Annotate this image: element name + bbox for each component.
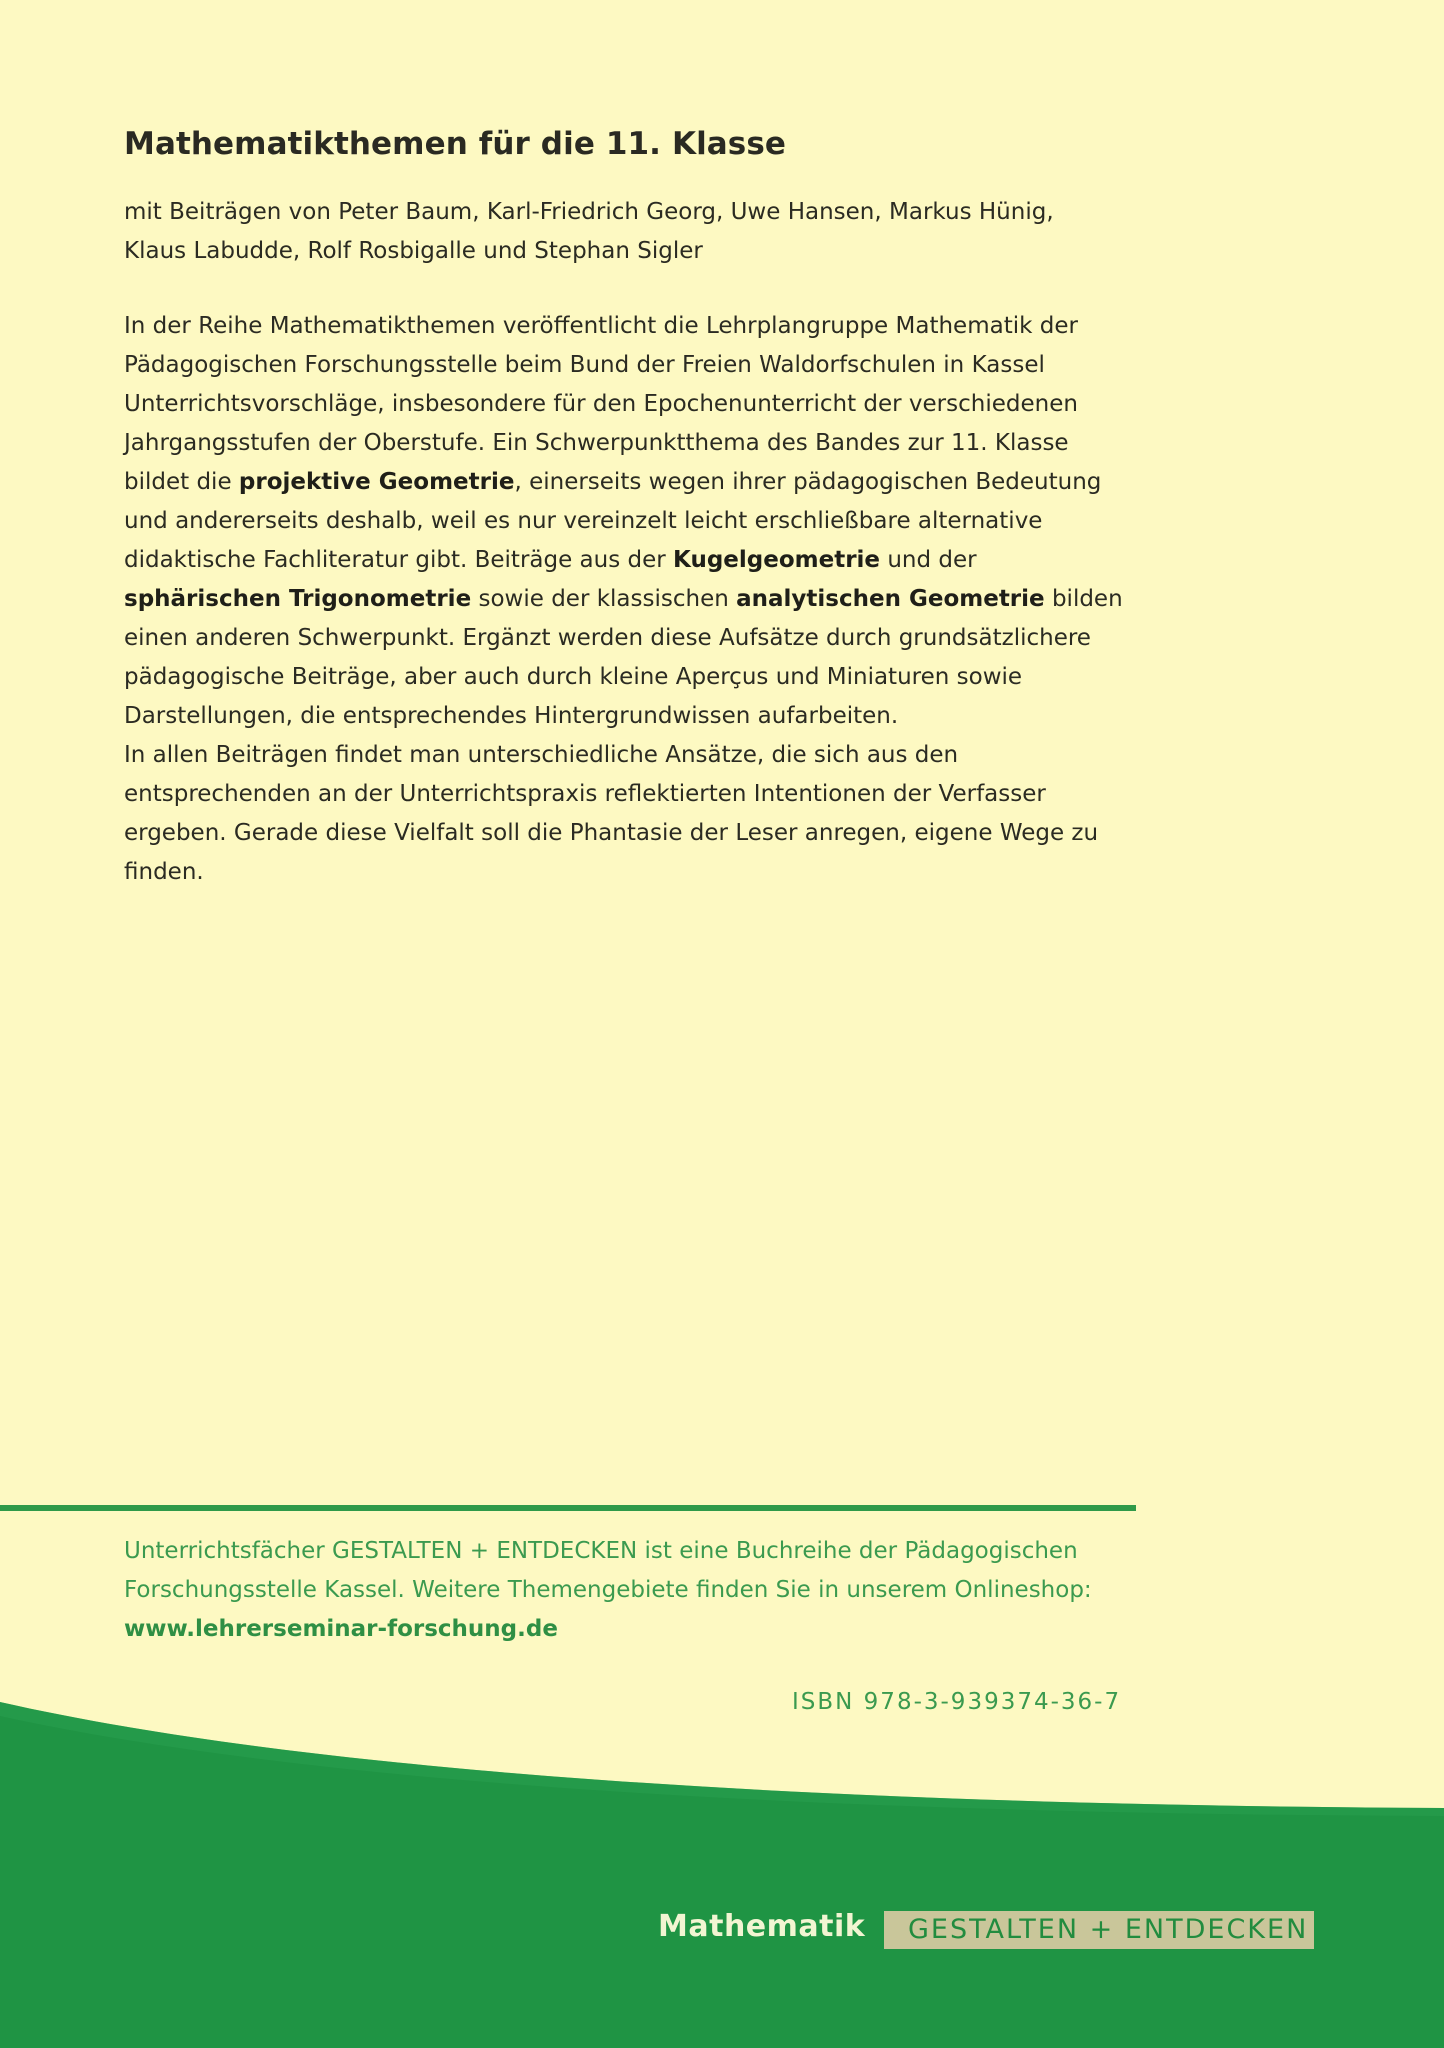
- series-info: [124, 1532, 1124, 1649]
- page-title: Mathematikthemen für die 11. Klasse: [124, 126, 787, 162]
- text-segment: sowie der klassischen: [478, 586, 729, 612]
- highlight-analytic-geometry: analytischen Geometrie: [736, 586, 1045, 612]
- text-segment: , einerseits wegen ihrer pädagogischen Bedeutung und andererseits deshalb, weil es nur vereinzelt leicht erschließbare alternative didaktische Fachliteratur gibt. Beiträge aus der: [124, 469, 1102, 573]
- wave-shape: [0, 1702, 1444, 2048]
- divider-rule: [0, 1505, 1136, 1511]
- series-info-line-1: Unterrichtsfächer GESTALTEN + ENTDECKEN ist eine Buchreihe der Pädagogischen: [124, 1538, 1078, 1564]
- isbn: ISBN 978-3-939374-36-7: [792, 1689, 1122, 1715]
- contributors: [124, 193, 1124, 271]
- highlight-sphere-geometry: Kugelgeometrie: [673, 547, 881, 573]
- highlight-spherical-trigonometry: sphärischen Trigonometrie: [124, 586, 472, 612]
- series-info-line-2: Forschungsstelle Kassel. Weitere Themengebiete finden Sie in unserem Onlineshop:: [124, 1577, 1092, 1603]
- text-segment: In der Reihe Mathematikthemen veröffentlicht die Lehrplangruppe Mathematik der Pädagogischen Forschungsstelle beim Bund der Freien Waldorfschulen in Kassel Unterrichtsvorschläge, insbesondere für den Epochenunterricht der verschiedenen Jahrgangsstufen der Oberstufe. Ein Schwerpunktthema des Bandes zur 11. Klasse bildet die: [124, 313, 1078, 495]
- highlight-projective-geometry: projektive Geometrie: [238, 469, 515, 495]
- description: [124, 307, 1124, 892]
- footer-subject: Mathematik: [658, 1909, 866, 1944]
- green-wave-band: [0, 1690, 1444, 2048]
- footer-series-label: GESTALTEN + ENTDECKEN: [884, 1911, 1314, 1949]
- description-paragraph-2: In allen Beiträgen findet man unterschiedliche Ansätze, die sich aus den entsprechenden an der Unterrichtspraxis reflektierten Intentionen der Verfasser ergeben. Gerade diese Vielfalt soll die Phantasie der Leser anregen, eigene Wege zu finden.: [124, 742, 1099, 885]
- text-segment: bilden einen anderen Schwerpunkt. Ergänzt werden diese Aufsätze durch grundsätzlichere pädagogische Beiträge, aber auch durch kleine Aperçus und Miniaturen sowie Darstellungen, die entsprechendes Hintergrundwissen aufarbeiten.: [124, 586, 1123, 729]
- shop-link[interactable]: www.lehrerseminar-forschung.de: [124, 1616, 558, 1642]
- description-paragraph-1: [124, 307, 1124, 736]
- contributors-line-1: mit Beiträgen von Peter Baum, Karl-Friedrich Georg, Uwe Hansen, Markus Hünig,: [124, 199, 1054, 225]
- text-segment: und der: [887, 547, 977, 573]
- contributors-line-2: Klaus Labudde, Rolf Rosbigalle und Stephan Sigler: [124, 238, 703, 264]
